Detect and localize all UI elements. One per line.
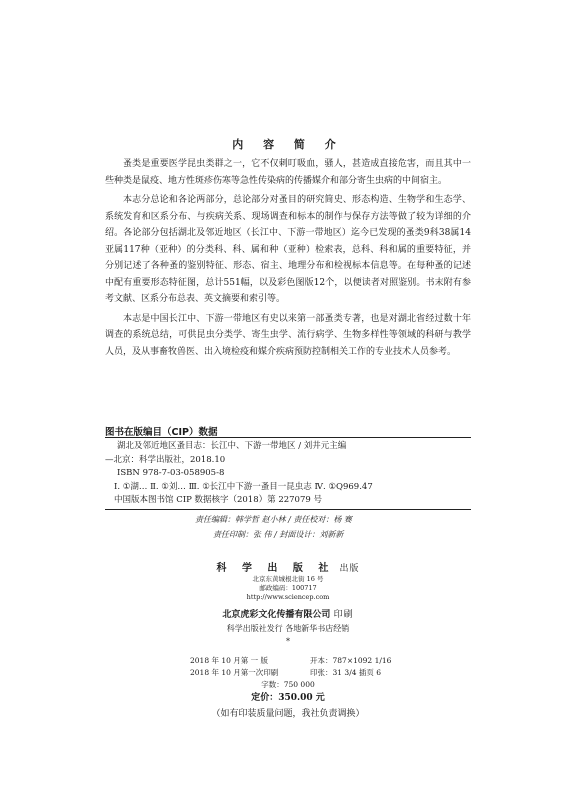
publisher-name-line [0,556,576,575]
cip-heading: 图书在版编目（CIP）数据 [105,427,218,438]
editorial-credits [105,512,471,542]
summary-body [105,156,471,363]
format-size: 开本：787×1092 1/16 [310,656,392,665]
credit-production-line: 责任印制：张 伟 / 封面设计：刘新新 [213,530,344,539]
publisher-name: 科 学 出 版 社 [216,563,335,574]
publisher-block [0,556,576,646]
edition-row [190,655,430,667]
publisher-website: http://www.sciencep.com [246,593,330,601]
summary-title: 内 容 简 介 [232,138,344,151]
edition-date: 2018 年 10 月第 一 版 [190,656,269,665]
cip-top-divider [105,437,471,438]
printer-line [0,607,576,620]
cip-classification-line: Ⅰ. ①湖… Ⅱ. ①刘… Ⅲ. ①长江中下游一蚤目一昆虫志 Ⅳ. ①Q969.47 [114,481,373,492]
printer-name: 北京虎彩文化传播有限公司 [222,610,331,620]
credit-editors-line: 责任编辑：韩学哲 赵小林 / 责任校对：杨 赛 [195,515,352,524]
summary-paragraph: 本志分总论和各论两部分，总论部分对蚤目的研究简史、形态构造、生物学和生态学、系统发育和区系分布、与疾病关系、现场调查和标本的制作与保存方法等做了较为详细的介绍。各论部分包括湖北及邻近地区（长江中、下游一带地区）迄今已发现的蚤类9科38属14亚属117种（亚种）的分类科、科、属和种（亚种）检索表，总科、科和属的重要特征，并分别记述了各种蚤的鉴别特征、形态、宿主、地理分布和检视标本信息等。在每种蚤的记述中配有重要形态特征图，总计551幅，以及彩色图版12个，以便读者对照鉴别。书末附有参考文献、区系分布总表、英文摘要和索引等。 [105,195,471,304]
publisher-name-suffix: 出版 [339,564,360,574]
summary-paragraph: 蚤类是重要医学昆虫类群之一，它不仅刺叮吸血，骚人，甚造成直接危害，而且其中一些种类是鼠疫、地方性斑疹伤寒等急性传染病的传播媒介和部分寄生虫病的中间宿主。 [105,159,471,186]
quality-notice: （如有印装质量问题，我社负责调换） [211,709,365,719]
publisher-address: 北京东黄城根北街 16 号 [252,575,324,583]
cip-data-block [105,440,471,508]
printing-date: 2018 年 10 月第一次印刷 [190,667,279,677]
price: 定价：350.00 元 [251,693,325,703]
cip-bottom-divider [105,509,471,510]
cip-publisher-line: —北京：科学出版社，2018.10 [105,454,226,465]
distributor-line: 科学出版社发行 各地新华书店经销 [226,624,350,633]
publisher-postcode: 邮政编码：100717 [259,584,317,592]
cip-isbn-line: ISBN 978-7-03-058905-8 [117,468,225,478]
summary-paragraph: 本志是中国长江中、下游一带地区有史以来第一部蚤类专著，也是对湖北省经过数十年调查的系统总结，可供昆虫分类学、寄生虫学、流行病学、生物多样性等领域的科研与教学人员，及从事畜牧兽医、出入境检疫和媒介疾病预防控制相关工作的专业技术人员参考。 [105,313,471,357]
cip-title-line: 湖北及邻近地区蚤目志：长江中、下游一带地区 / 刘井元主编 [117,441,347,451]
edition-row [190,667,430,679]
edition-info [190,655,430,678]
sheet-count: 印张：31 3/4 插页 6 [310,667,382,677]
printer-suffix: 印刷 [333,610,354,620]
word-count: 字数：750 000 [261,680,315,689]
cip-record-number-line: 中国版本图书馆 CIP 数据核字（2018）第 227079 号 [114,495,322,505]
separator-asterisk: * [286,637,290,646]
